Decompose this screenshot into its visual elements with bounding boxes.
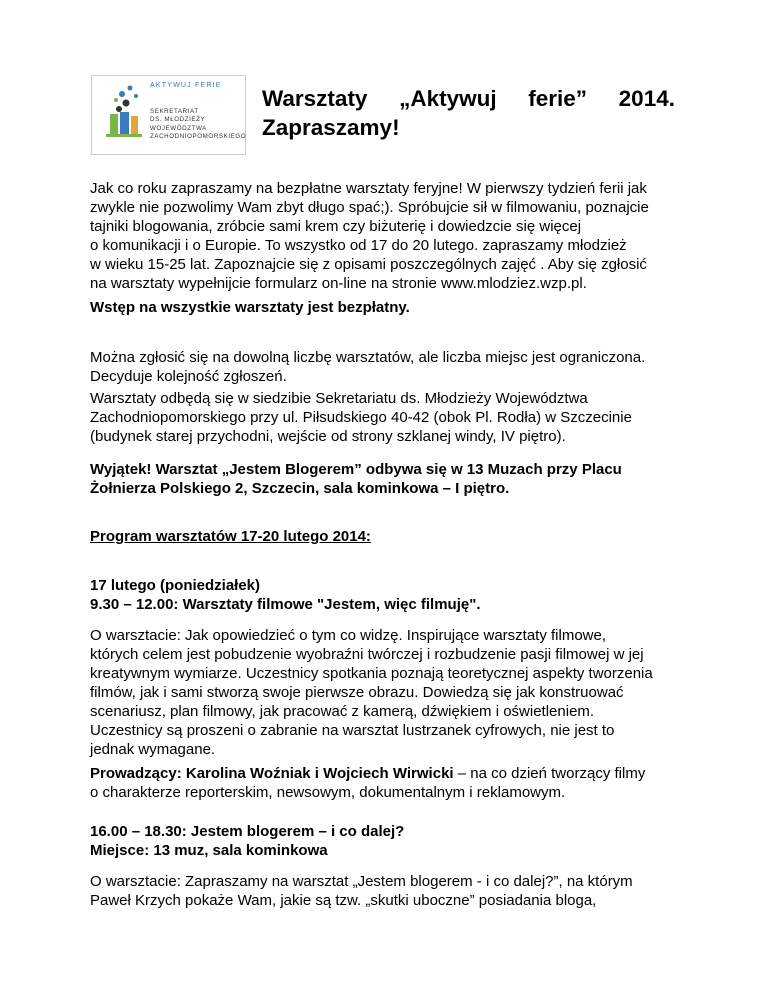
text-line: Uczestnicy są proszeni o zabranie na warsztat lustrzanek cyfrowych, nie jest to [90, 722, 615, 739]
page-title [262, 84, 675, 142]
text-line: których celem jest pobudzenie wyobraźni twórczej i rozbudzenie pasji filmowej w jej [90, 646, 644, 663]
text-line: o komunikacji i o Europie. To wszystko od 17 do 20 lutego. zapraszamy młodzież [90, 237, 627, 254]
session2-title: 16.00 – 18.30: Jestem blogerem – i co dalej? [90, 823, 405, 840]
text-line: o charakterze reporterskim, newsowym, dokumentalnym i reklamowym. [90, 784, 566, 801]
text-line: Wyjątek! Warsztat „Jestem Blogerem” odbywa się w 13 Muzach przy Placu [90, 461, 622, 478]
text-line: Decyduje kolejność zgłoszeń. [90, 368, 287, 385]
logo-organization-text [150, 108, 246, 142]
session2-header [90, 822, 690, 860]
title-word: „Aktywuj [399, 86, 497, 111]
session1-title: 9.30 – 12.00: Warsztaty filmowe "Jestem, więc filmuję". [90, 596, 481, 613]
text-line: tajniki blogowania, zróbcie sami krem czy biżuterię i dowiedzcie się więcej [90, 218, 582, 235]
text-line: kreatywnym wymiarze. Uczestnicy spotkania poznają teoretycznej aspekty tworzenia [90, 665, 653, 682]
text-line: filmów, jak i sami stworzą swoje pierwsze obrazu. Dowiedzą się jak konstruować [90, 684, 624, 701]
text-line: Można zgłosić się na dowolną liczbę warsztatów, ale liczba miejsc jest ograniczona. [90, 349, 646, 366]
text-line: Warsztaty odbędą się w siedzibie Sekretariatu ds. Młodzieży Województwa [90, 390, 588, 407]
text-line: Paweł Krzych pokaże Wam, jakie są tzw. „skutki uboczne” posiadania bloga, [90, 892, 597, 909]
exception-note [90, 460, 690, 498]
text-line: O warsztacie: Zapraszamy na warsztat „Jestem blogerem - i co dalej?”, na którym [90, 873, 633, 890]
intro-paragraph [90, 179, 690, 293]
title-word: ferie” [528, 86, 588, 111]
text-line: O warsztacie: Jak opowiedzieć o tym co widzę. Inspirujące warsztaty filmowe, [90, 627, 607, 644]
logo-line: DS. MŁODZIEŻY [150, 116, 206, 124]
day1-header [90, 576, 690, 614]
text-line: scenariusz, plan filmowy, jak pracować z kamerą, dźwiękiem i oświetleniem. [90, 703, 595, 720]
text-line: Zachodniopomorskiego przy ul. Piłsudskiego 40-42 (obok Pl. Rodła) w Szczecinie [90, 409, 632, 426]
venue-paragraph [90, 389, 690, 446]
program-heading: Program warsztatów 17-20 lutego 2014: [90, 528, 371, 545]
text-line: w wieku 15-25 lat. Zapoznajcie się z opisami poszczególnych zajęć . Aby się zgłosić [90, 256, 647, 273]
title-line2: Zapraszamy! [262, 115, 400, 140]
logo-top-text: AKTYWUJ FERIE [150, 82, 222, 89]
text-line: Jak co roku zapraszamy na bezpłatne warsztaty feryjne! W pierwszy tydzień ferii jak [90, 180, 647, 197]
text-line: na warsztaty wypełnijcie formularz on-line na stronie www.mlodziez.wzp.pl. [90, 275, 587, 292]
logo [91, 75, 246, 155]
text-line: zwykle nie pozwolimy Wam zbyt długo spać;). Spróbujcie sił w filmowaniu, poznajcie [90, 199, 649, 216]
logo-line: WOJEWÓDZTWA [150, 124, 207, 132]
session1-description [90, 626, 690, 759]
signup-paragraph [90, 348, 690, 386]
session2-description [90, 872, 690, 910]
day1-date: 17 lutego (poniedziałek) [90, 577, 261, 594]
hosts-description: – na co dzień tworzący filmy [453, 765, 646, 782]
logo-line: SEKRETARIAT [150, 108, 199, 115]
free-entry-note: Wstęp na wszystkie warsztaty jest bezpłatny. [90, 299, 410, 316]
text-line: Żołnierza Polskiego 2, Szczecin, sala kominkowa – I piętro. [90, 480, 510, 497]
session1-hosts [90, 764, 690, 802]
text-line: jednak wymagane. [90, 741, 216, 758]
title-word: Warsztaty [262, 86, 368, 111]
text-line: (budynek starej przychodni, wejście od strony szklanej windy, IV piętro). [90, 428, 566, 445]
session2-place: Miejsce: 13 muz, sala kominkowa [90, 842, 328, 859]
hosts-label: Prowadzący: Karolina Woźniak i Wojciech Wirwicki [90, 765, 454, 782]
logo-line: ZACHODNIOPOMORSKIEGO [150, 133, 247, 141]
title-word: 2014. [618, 86, 675, 111]
